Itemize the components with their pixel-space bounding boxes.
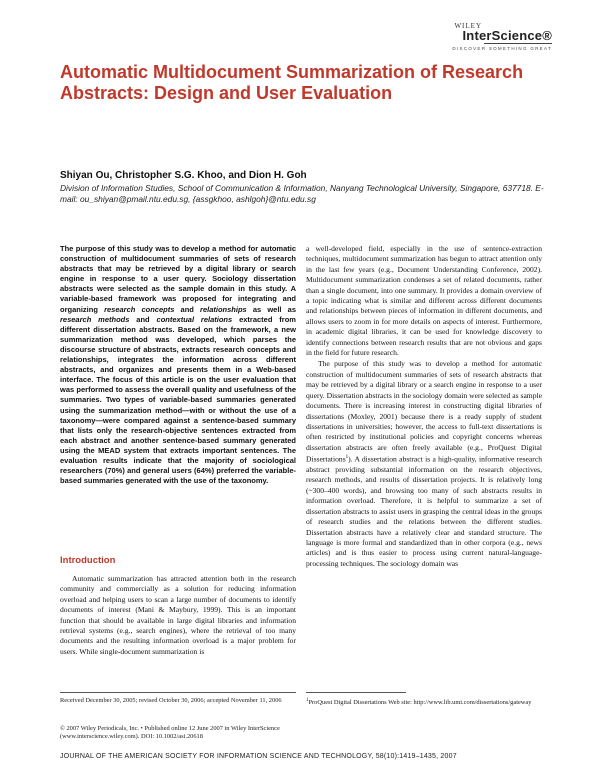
abstract-text-2: as well as: [246, 304, 296, 314]
abstract-emphasis-research-concepts: research concepts: [104, 304, 175, 314]
author-list: Shiyan Ou, Christopher S.G. Khoo, and Dion H. Goh: [60, 170, 307, 181]
footnote-1-text: ProQuest Digital Dissertations Web site: http://www.lib.umi.com/dissertations/gateway: [308, 699, 532, 707]
footnote-marker: 1: [306, 698, 309, 703]
abstract-emphasis-contextual-relations: contextual relations: [156, 314, 233, 324]
introduction-paragraph: Automatic summarization has attracted attention both in the research community and commercially as a solution for reducing information overload and helping users to scan a large number of documents to identify documents of interest (Mani & Maybury, 1999). This is an important function that should be available in large digital libraries and information retrieval systems (e.g., search engines), where the retrieval of too many documents and the resulting information overload is a major problem for users. While single-document summarization is: [60, 574, 296, 656]
introduction-heading: Introduction: [60, 555, 116, 566]
right-paragraph-2: [306, 359, 542, 569]
journal-citation-footer: JOURNAL OF THE AMERICAN SOCIETY FOR INFORMATION SCIENCE AND TECHNOLOGY, 58(10):1419–1435, 2007: [60, 753, 457, 760]
article-title: Automatic Multidocument Summarization of Research Abstracts: Design and User Evaluation: [60, 62, 524, 103]
wiley-interscience-logo: [432, 22, 552, 66]
footnote-divider-left: [60, 692, 296, 693]
logo-tagline: DISCOVER SOMETHING GREAT: [452, 46, 552, 51]
received-dates: Received December 30, 2005; revised October 30, 2006; accepted November 11, 2006: [60, 697, 282, 704]
logo-rule: [484, 43, 552, 44]
logo-brand-text: InterScience®: [462, 28, 552, 43]
abstract-text-3: extracted from different dissertation abstracts. Based on the framework, a new summarization method was developed, which parses the discourse structure of abstracts, extracts research concepts and relationships, integrates the information across different abstracts, and organizes and presents them in a Web-based interface. The focus of this article is on the user evaluation that was performed to assess the overall quality and usefulness of the summaries. Two types of variable-based summaries generated using the summarization method—with or without the use of a taxonomy—were compared against a sentence-based summary that lists only the research-objective sentences extracted from each abstract and another sentence-based summary generated using the MEAD system that extracts important sentences. The evaluation results indicate that the majority of sociological researchers (70%) and general users (64%) preferred the variable-based summaries generated with the use of the taxonomy.: [60, 314, 296, 486]
abstract-text-and-2: and: [129, 314, 157, 324]
abstract: [60, 244, 296, 486]
abstract-emphasis-research-methods: research methods: [60, 314, 130, 324]
right-column-body: [306, 244, 542, 569]
abstract-text-1: The purpose of this study was to develop a method for automatic construction of multidocument summaries of sets of research abstracts that may be retrieved by a digital library or search engine in response to a user query. Sociology dissertation abstracts were selected as the sample domain in this study. A variable-based framework was proposed for integrating and organizing: [60, 244, 296, 314]
abstract-emphasis-relationships: relationships: [200, 304, 247, 314]
author-affiliation: Division of Information Studies, School of Communication & Information, Nanyang Technological University, Singapore, 637718. E-mail: ou_shiyan@pmail.ntu.edu.sg, {assgkhoo, ashlgoh}@ntu.edu.sg: [60, 183, 544, 204]
footnote-reference: 1: [345, 455, 349, 461]
abstract-text-and-1: and: [174, 304, 201, 314]
right-paragraph-1: a well-developed field, especially in the use of sentence-extraction techniques, multidocument summarization has begun to attract attention only in the last few years (e.g., Document Understanding Conference, 2002). Multidocument summarization condenses a set of related documents, rather than a single document, into one summary. It provides a domain overview of a topic indicating what is similar and different across different documents and relationships between pieces of information in different documents, and allows users to zoom in for more details on aspects of interest. Furthermore, in academic digital libraries, it can be used for knowledge discovery to identify connections between research results that are not obvious and gaps in the field for future research.: [306, 244, 542, 358]
right-paragraph-2-text-b: ). A dissertation abstract is a high-quality, informative research abstract providing substantial information on the research objectives, research methods, and results of dissertation projects. It is relatively long (~300–400 words), and browsing too many of such abstracts results in information overload. Therefore, it is helpful to summarize a set of dissertation abstracts to assist users in grasping the central ideas in the groups of research studies and the relations between the different studies. Dissertation abstracts have a relatively clear and standard structure. The language is more formal and standardized than in other corpora (e.g., news articles) and is thus easier to process using current natural-language-processing techniques. The sociology domain was: [306, 454, 542, 568]
right-paragraph-2-text-a: The purpose of this study was to develop a method for automatic construction of multidocument summaries of sets of research abstracts that may be retrieved by a digital library or a search engine in response to a user query. Dissertation abstracts in the sociology domain were selected as sample documents. There is increasing interest in constructing digital libraries of dissertations (Moxley, 2001) because there is a ready supply of student dissertations in universities; however, the access to full-text dissertations is often restricted by institutional policies and copyright concerns whereas dissertation abstracts are often freely available (e.g., ProQuest Digital Dissertations: [306, 359, 542, 464]
logo-wiley-text: WILEY: [454, 22, 482, 30]
footnote-1: [306, 697, 542, 708]
footnote-divider-right: [306, 692, 406, 693]
copyright-notice: © 2007 Wiley Periodicals, Inc. • Published online 12 June 2007 in Wiley InterScience (www.interscience.wiley.com). DOI: 10.1002/asi.20618: [60, 725, 280, 741]
